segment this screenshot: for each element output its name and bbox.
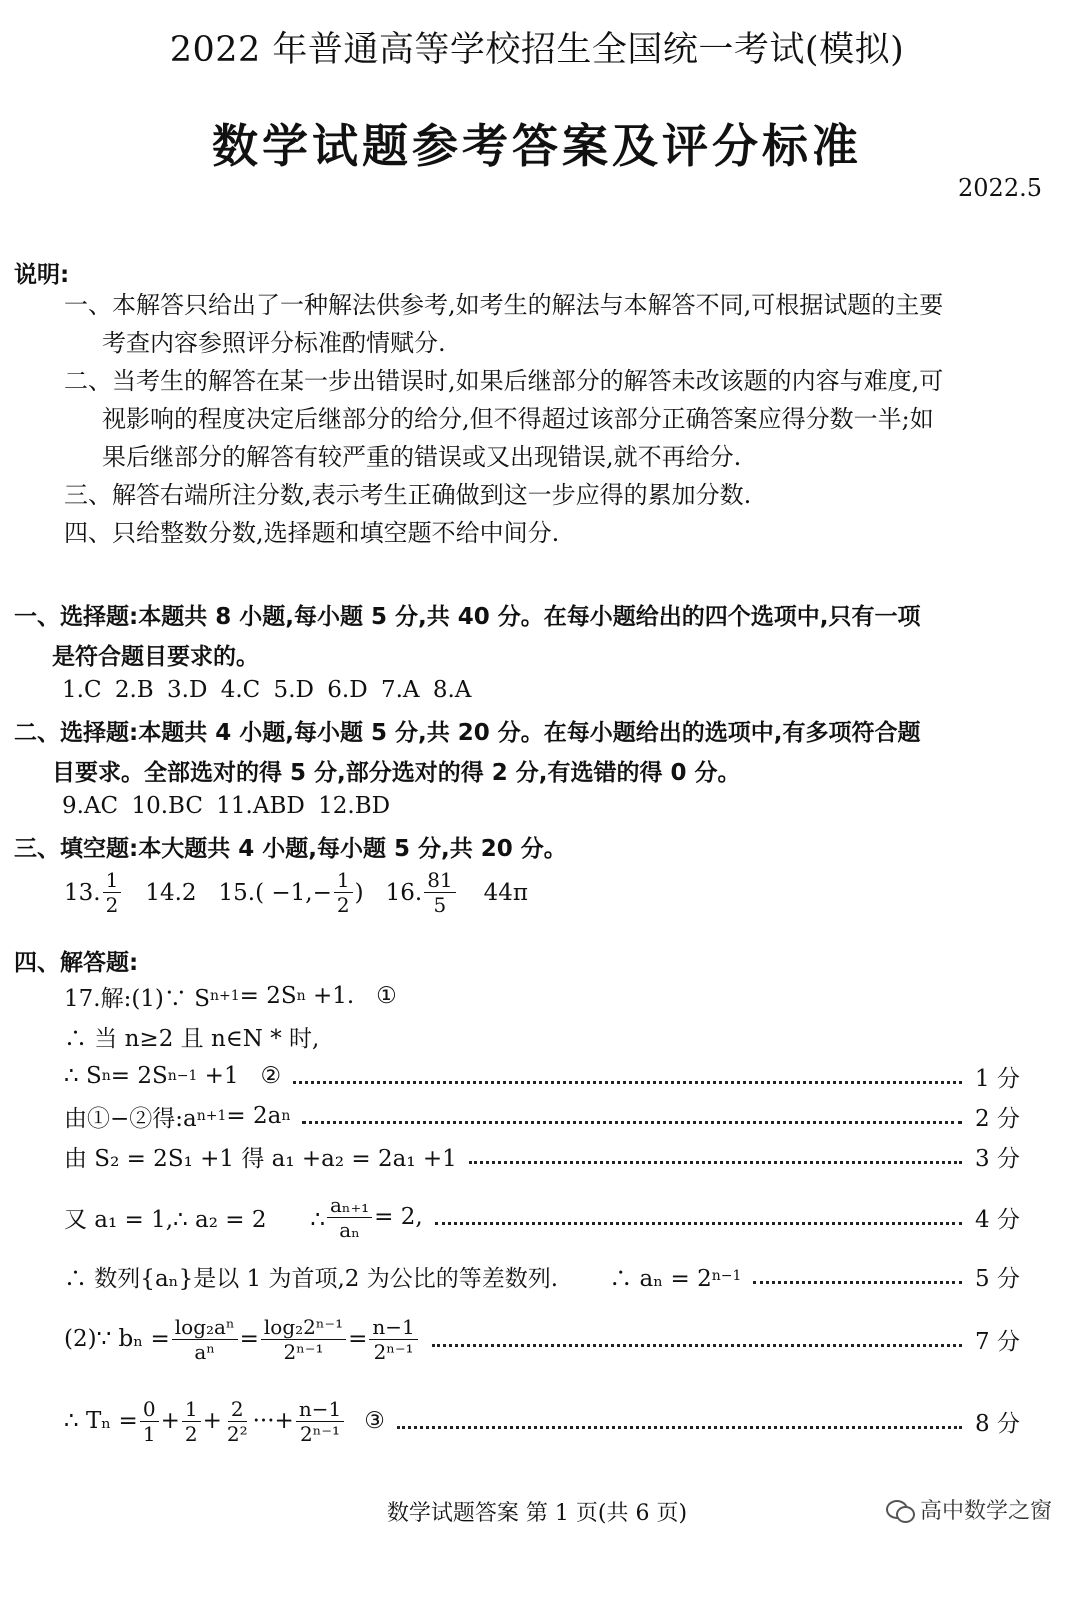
note-line: 一、本解答只给出了一种解法供参考,如考生的解法与本解答不同,可根据试题的主要 (64, 291, 944, 319)
solution-line-6: 又 a₁ = 1,∴ a₂ = 2 ∴ $\frac{\text{aₙ₊₁}}{\text{aₙ}}$ = 2, 4 分 (64, 1192, 1020, 1242)
score: 7 分 (975, 1328, 1020, 1355)
watermark-text: 高中数学之窗 (919, 1499, 1052, 1524)
score: 4 分 (975, 1206, 1020, 1233)
solution-line-2: ∴ 当 n≥2 且 n∈N * 时, (64, 1025, 320, 1052)
section-2-heading-cont: 目要求。全部选对的得 5 分,部分选对的得 2 分,有选错的得 0 分。 (52, 760, 741, 786)
solution-line-8: (2)∵ bₙ = $\frac{\text{log₂aⁿ}}{\text{aⁿ}}$ = $\frac{\text{log₂2ⁿ⁻¹}}{\text{2ⁿ⁻¹}}$ = $\frac{n-1}{\text{2ⁿ⁻¹}}$ 7 分 (64, 1314, 1020, 1364)
score: 3 分 (975, 1145, 1020, 1172)
q15-fraction: $\frac{1}{2}$ (334, 868, 353, 917)
note-line: 二、当考生的解答在某一步出错误时,如果后继部分的解答未改该题的内容与难度,可 (64, 367, 944, 395)
solution-line-3: ∴ S n = 2S n−1 +1 ② 1 分 (64, 1056, 1020, 1096)
q16-label: 16. (385, 879, 423, 906)
q13-label: 13. (64, 879, 101, 906)
page-title: 数学试题参考答案及评分标准 (212, 119, 862, 173)
q14-answer: 14.2 (145, 879, 197, 906)
q15-label: 15.( −1,− (218, 879, 332, 906)
note-line: 视影响的程度决定后继部分的给分,但不得超过该部分正确答案应得分数一半;如 (102, 405, 934, 433)
section-1-heading: 一、选择题:本题共 8 小题,每小题 5 分,共 40 分。在每小题给出的四个选项中,只有一项 (14, 604, 921, 630)
page-footer: 数学试题答案 第 1 页(共 6 页) (386, 1501, 688, 1526)
notes-heading: 说明: (14, 262, 70, 288)
section-4-heading: 四、解答题: (14, 950, 139, 976)
ratio-fraction: $\frac{\text{aₙ₊₁}}{\text{aₙ}}$ (327, 1193, 372, 1242)
section-1-answers: 1.C 2.B 3.D 4.C 5.D 6.D 7.A 8.A (62, 677, 472, 703)
q16-fraction: $\frac{81}{5}$ (424, 868, 455, 917)
section-1-heading-cont: 是符合题目要求的。 (52, 644, 259, 670)
note-line: 考查内容参照评分标准酌情赋分. (102, 329, 446, 357)
wechat-icon (886, 1498, 914, 1522)
solution-line-5: 由 S₂ = 2S₁ +1 得 a₁ +a₂ = 2a₁ +1 3 分 (64, 1136, 1020, 1176)
section-2-answers: 9.AC 10.BC 11.ABD 12.BD (62, 793, 391, 819)
exam-subtitle: 2022 年普通高等学校招生全国统一考试(模拟) (169, 30, 905, 70)
solution-line-4: 由①−②得:a n+1 = 2a n 2 分 (64, 1096, 1020, 1136)
score: 8 分 (975, 1410, 1020, 1437)
note-line: 三、解答右端所注分数,表示考生正确做到这一步应得的累加分数. (64, 481, 752, 509)
note-line: 果后继部分的解答有较严重的错误或又出现错误,就不再给分. (102, 443, 742, 471)
fill-answers (64, 868, 528, 917)
score: 5 分 (975, 1265, 1020, 1292)
solution-line-7: ∴ 数列{aₙ}是以 1 为首项,2 为公比的等差数列. ∴ aₙ = 2 n−1 5 分 (64, 1256, 1020, 1296)
note-line: 四、只给整数分数,选择题和填空题不给中间分. (64, 519, 560, 547)
section-3-heading: 三、填空题:本大题共 4 小题,每小题 5 分,共 20 分。 (14, 836, 567, 862)
q15-close: ) (354, 879, 364, 906)
watermark (886, 1494, 1052, 1525)
score: 2 分 (975, 1105, 1020, 1132)
score: 1 分 (975, 1065, 1020, 1092)
exam-date: 2022.5 (958, 174, 1042, 202)
solution-line-1: 17.解:(1)∵ S n+1 = 2S n +1. ① (64, 983, 397, 1012)
section-2-heading: 二、选择题:本题共 4 小题,每小题 5 分,共 20 分。在每小题给出的选项中,有多项符合题 (14, 720, 921, 746)
solution-line-9: ∴ Tₙ = $\frac{0}{1}$ + $\frac{1}{2}$ + $\frac{2}{\text{2²}}$ ···+ $\frac{n-1}{\text{2ⁿ⁻¹}}$ ③ 8 分 (64, 1396, 1020, 1446)
q13-fraction: $\frac{1}{2}$ (103, 868, 122, 917)
q16-second-answer: 44π (483, 879, 529, 906)
